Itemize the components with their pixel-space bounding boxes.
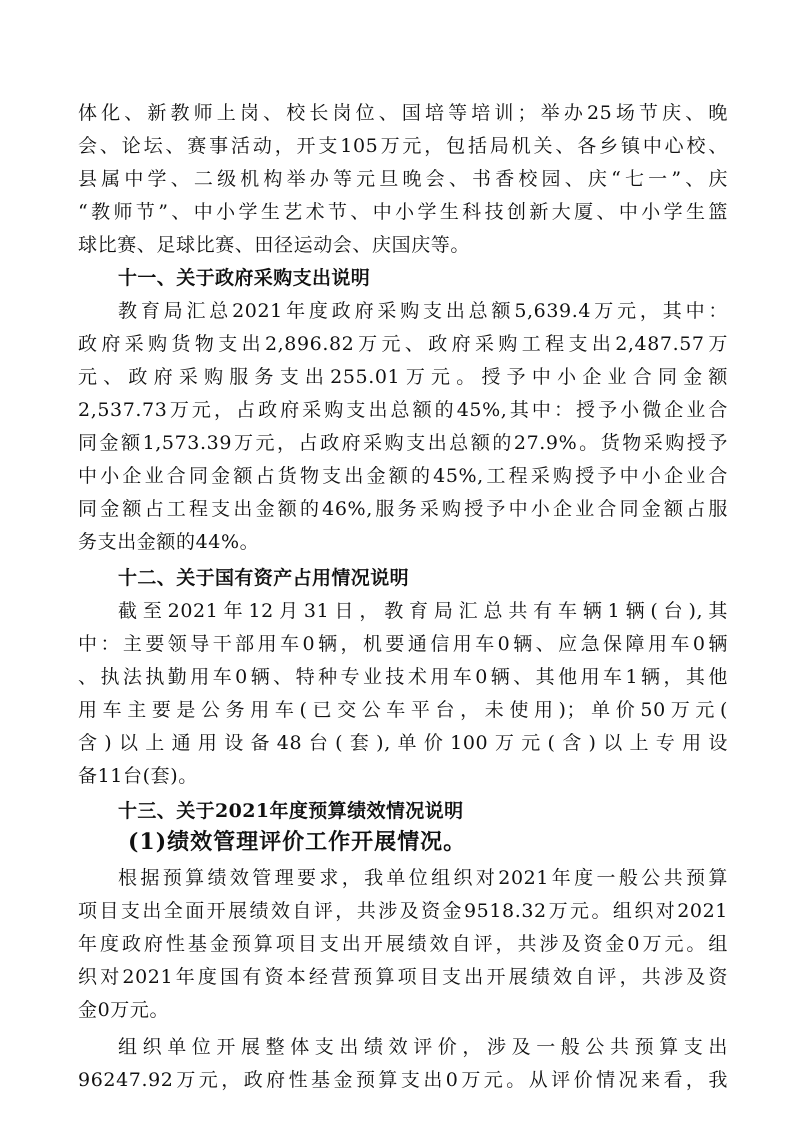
paragraph-line: 中：主要领导干部用车0辆，机要通信用车0辆、应急保障用车0辆 [78,633,728,655]
paragraph-line: 96247.92万元，政府性基金预算支出0万元。从评价情况来看，我 [78,1069,728,1091]
paragraph-line: 金0万元。 [78,999,170,1021]
paragraph-line: 体化、新教师上岗、校长岗位、国培等培训；举办25场节庆、晚 [78,102,729,124]
paragraph-line: 县属中学、二级机构举办等元旦晚会、书香校园、庆“七一”、庆 [78,168,728,190]
paragraph-line: 元、政府采购服务支出255.01万元。授予中小企业合同金额 [78,366,728,388]
paragraph-line: 同金额1,573.39万元，占政府采购支出总额的27.9%。货物采购授予 [78,432,728,454]
paragraph-line: 中小企业合同金额占货物支出金额的45%,工程采购授予中小企业合 [78,465,728,487]
paragraph-line: 含)以上通用设备48台(套),单价100万元(含)以上专用设 [78,732,728,754]
paragraph-line: 务支出金额的44%。 [78,531,260,553]
paragraph-line: 根据预算绩效管理要求，我单位组织对2021年度一般公共预算 [118,867,728,889]
paragraph-line: 2,537.73万元，占政府采购支出总额的45%,其中：授予小微企业合 [78,399,728,421]
paragraph-line: “教师节”、中小学生艺术节、中小学生科技创新大厦、中小学生篮 [78,201,728,223]
section-heading-assets: 十二、关于国有资产占用情况说明 [118,567,410,589]
paragraph-line: 教育局汇总2021年度政府采购支出总额5,639.4万元，其中： [118,300,728,322]
paragraph-line: 同金额占工程支出金额的46%,服务采购授予中小企业合同金额占服 [78,498,728,520]
paragraph-line: 截至2021年12月31日，教育局汇总共有车辆1辆(台),其 [118,600,728,622]
paragraph-line: 备11台(套)。 [78,765,198,787]
paragraph-line: 织对2021年度国有资本经营预算项目支出开展绩效自评，共涉及资 [78,966,728,988]
paragraph-line: 会、论坛、赛事活动，开支105万元，包括局机关、各乡镇中心校、 [78,135,728,157]
paragraph-line: 球比赛、足球比赛、田径运动会、庆国庆等。 [78,234,471,256]
subsection-heading: (1)绩效管理评价工作开展情况。 [128,829,467,855]
paragraph-line: 、执法执勤用车0辆、特种专业技术用车0辆、其他用车1辆，其他 [78,666,728,688]
paragraph-line: 政府采购货物支出2,896.82万元、政府采购工程支出2,487.57万 [78,333,728,355]
paragraph-line: 年度政府性基金预算项目支出开展绩效自评，共涉及资金0万元。组 [78,933,728,955]
paragraph-line: 用车主要是公务用车(已交公车平台，未使用)；单价50万元( [78,699,728,721]
section-heading-procurement: 十一、关于政府采购支出说明 [118,267,371,289]
paragraph-line: 项目支出全面开展绩效自评，共涉及资金9518.32万元。组织对2021 [78,900,728,922]
paragraph-line: 组织单位开展整体支出绩效评价，涉及一般公共预算支出 [118,1036,728,1058]
section-heading-performance: 十三、关于2021年度预算绩效情况说明 [118,800,464,822]
